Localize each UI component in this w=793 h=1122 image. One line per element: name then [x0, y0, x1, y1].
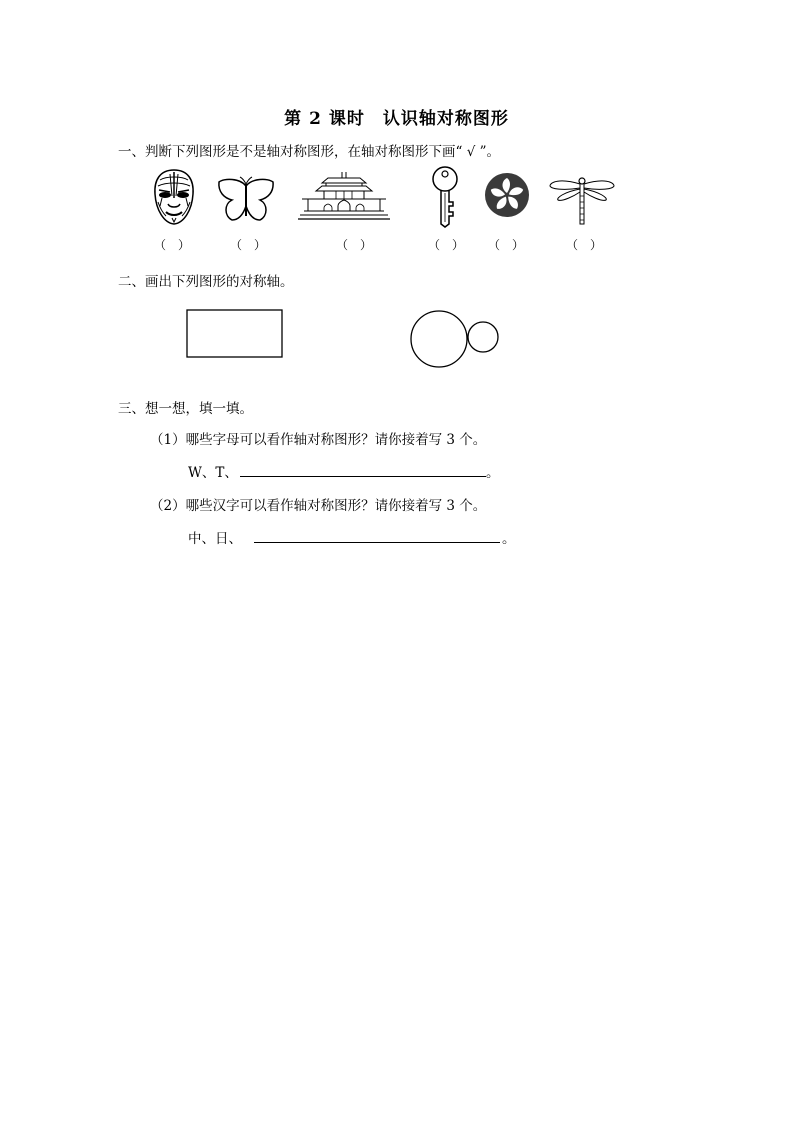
- tiananmen-icon: [298, 172, 390, 220]
- sub1-prefix: W、T、: [188, 465, 238, 481]
- answer-paren-4[interactable]: （ ）: [428, 238, 465, 252]
- sub2-question: （2）哪些汉字可以看作轴对称图形？请你接着写 3 个。: [150, 498, 487, 514]
- page-title: 第 2 课时 认识轴对称图形: [284, 109, 509, 129]
- answer-paren-3[interactable]: （ ）: [336, 238, 373, 252]
- sub2-suffix: 。: [502, 531, 516, 547]
- answer-paren-5[interactable]: （ ）: [488, 238, 525, 252]
- section1-question: 一、判断下列图形是不是轴对称图形，在轴对称图形下画“ √ ”。: [118, 144, 500, 160]
- rectangle-shape[interactable]: [186, 309, 284, 359]
- sub1-question: （1）哪些字母可以看作轴对称图形？请你接着写 3 个。: [150, 432, 487, 448]
- key-icon: [428, 166, 462, 228]
- sub1-suffix: 。: [486, 465, 500, 481]
- sub2-answer-blank[interactable]: [254, 542, 500, 543]
- dragonfly-icon: [548, 176, 616, 226]
- answer-paren-2[interactable]: （ ）: [230, 238, 267, 252]
- sub1-answer-blank[interactable]: [240, 476, 486, 477]
- section3-question: 三、想一想，填一填。: [118, 401, 253, 417]
- sub2-prefix: 中、日、: [188, 531, 242, 547]
- opera-mask-icon: [150, 168, 198, 226]
- answer-paren-6[interactable]: （ ）: [566, 238, 603, 252]
- section2-question: 二、画出下列图形的对称轴。: [118, 274, 294, 290]
- bauhinia-emblem-icon: [484, 172, 530, 218]
- butterfly-icon: [216, 176, 276, 222]
- answer-paren-1[interactable]: （ ）: [154, 238, 191, 252]
- two-circles-shape[interactable]: [408, 309, 502, 371]
